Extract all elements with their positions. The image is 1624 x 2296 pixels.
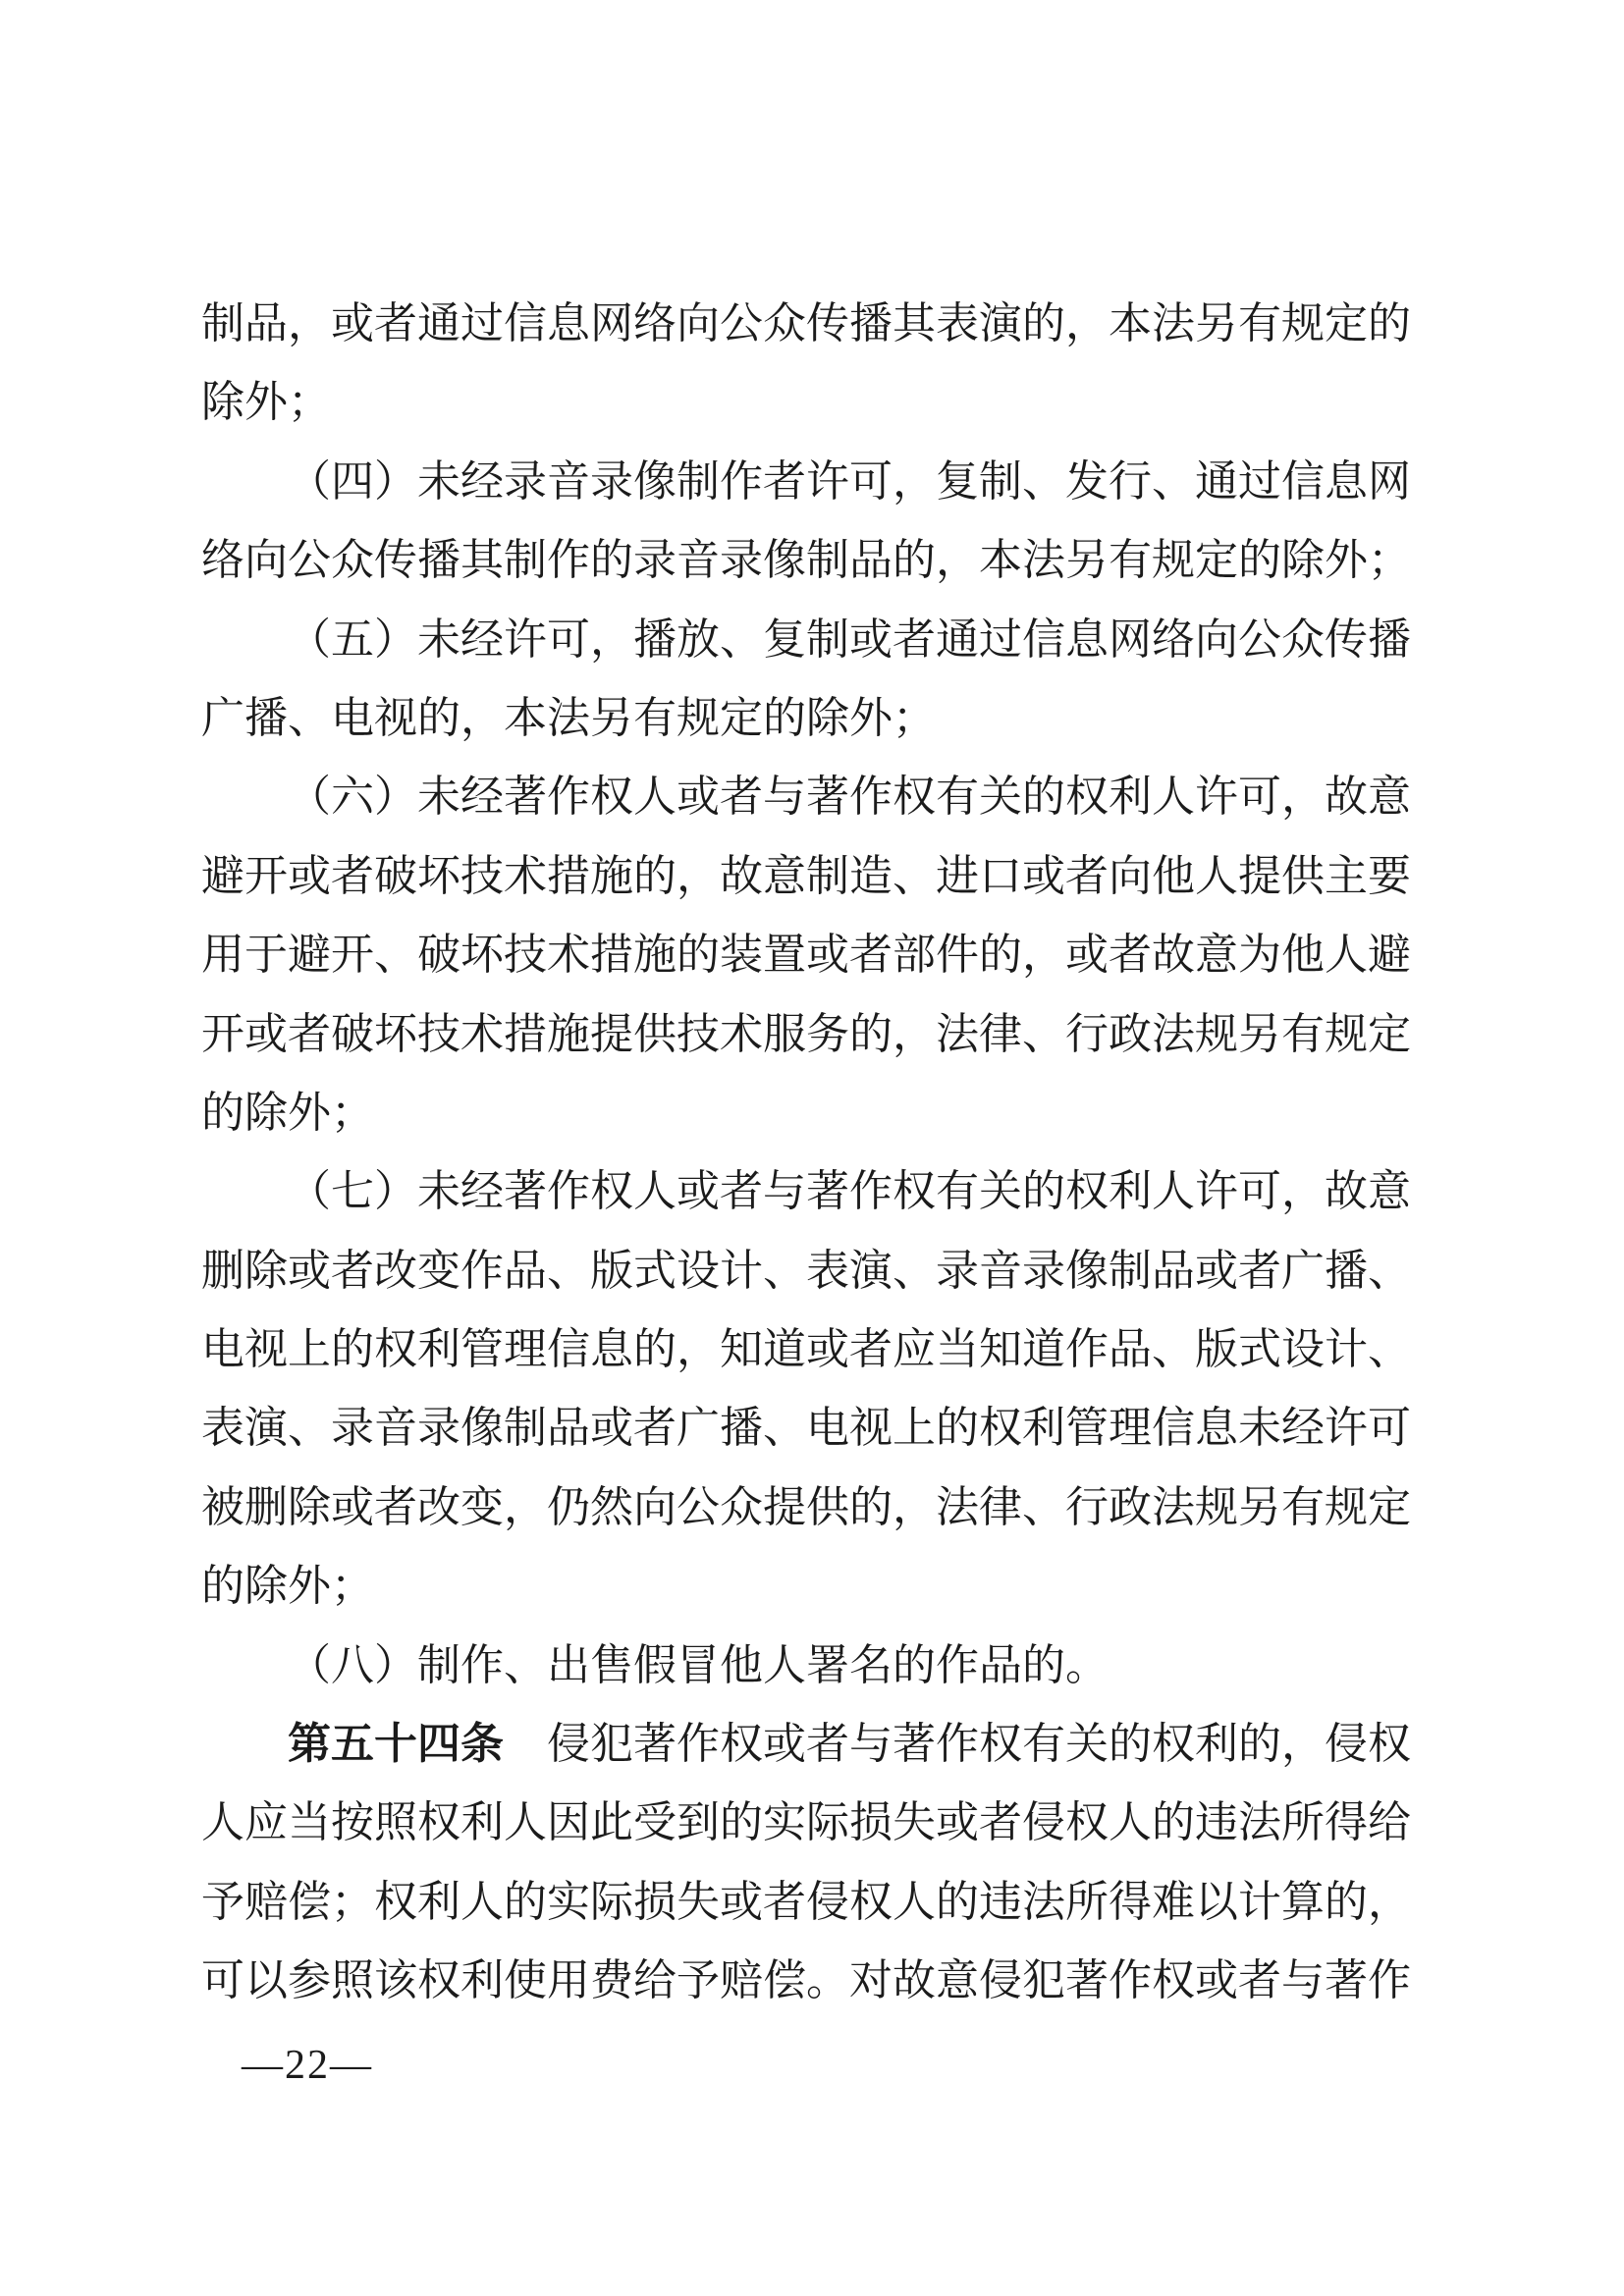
text-line: 表演、录音录像制品或者广播、电视上的权利管理信息未经许可: [201, 1404, 1411, 1453]
text-line: 用于避开、破坏技术措施的装置或者部件的，或者故意为他人避: [201, 931, 1411, 980]
text-line: 避开或者破坏技术措施的，故意制造、进口或者向他人提供主要: [201, 851, 1411, 900]
text-line-item-4: （四）未经录音录像制作者许可，复制、发行、通过信息网: [288, 456, 1411, 506]
text-block: [201, 285, 1419, 2021]
text-line: 的除外；: [201, 1562, 374, 1611]
text-line-item-5: （五）未经许可，播放、复制或者通过信息网络向公众传播: [288, 614, 1411, 664]
text-line: 人应当按照权利人因此受到的实际损失或者侵权人的违法所得给: [201, 1798, 1411, 1847]
text-line: 的除外；: [201, 1088, 374, 1137]
text-line-item-8: （八）制作、出售假冒他人署名的作品的。: [288, 1640, 1109, 1689]
text-line: 制品，或者通过信息网络向公众传播其表演的，本法另有规定的: [201, 299, 1411, 347]
text-line: 开或者破坏技术措施提供技术服务的，法律、行政法规另有规定: [201, 1009, 1411, 1058]
text-line-item-7: （七）未经著作权人或者与著作权有关的权利人许可，故意: [288, 1167, 1411, 1216]
article-54-text: 侵犯著作权或者与著作权有关的权利的，侵权: [504, 1720, 1411, 1769]
text-line: 可以参照该权利使用费给予赔偿。对故意侵犯著作权或者与著作: [201, 1956, 1411, 2005]
text-line: 删除或者改变作品、版式设计、表演、录音录像制品或者广播、: [201, 1246, 1411, 1295]
text-line: 电视上的权利管理信息的，知道或者应当知道作品、版式设计、: [201, 1325, 1411, 1374]
text-line-item-6: （六）未经著作权人或者与著作权有关的权利人许可，故意: [288, 773, 1411, 822]
text-line: 被删除或者改变，仍然向公众提供的，法律、行政法规另有规定: [201, 1482, 1411, 1531]
text-line: 广播、电视的，本法另有规定的除外；: [201, 693, 936, 742]
article-54-number: 第五十四条: [288, 1720, 504, 1769]
text-line: 络向公众传播其制作的录音录像制品的，本法另有规定的除外；: [201, 536, 1411, 585]
text-line: 予赔偿；权利人的实际损失或者侵权人的违法所得难以计算的，: [201, 1877, 1411, 1926]
text-line: 除外；: [201, 378, 331, 427]
page-number: —22—: [242, 2043, 373, 2088]
text-line-article-54: [201, 1705, 1419, 1784]
